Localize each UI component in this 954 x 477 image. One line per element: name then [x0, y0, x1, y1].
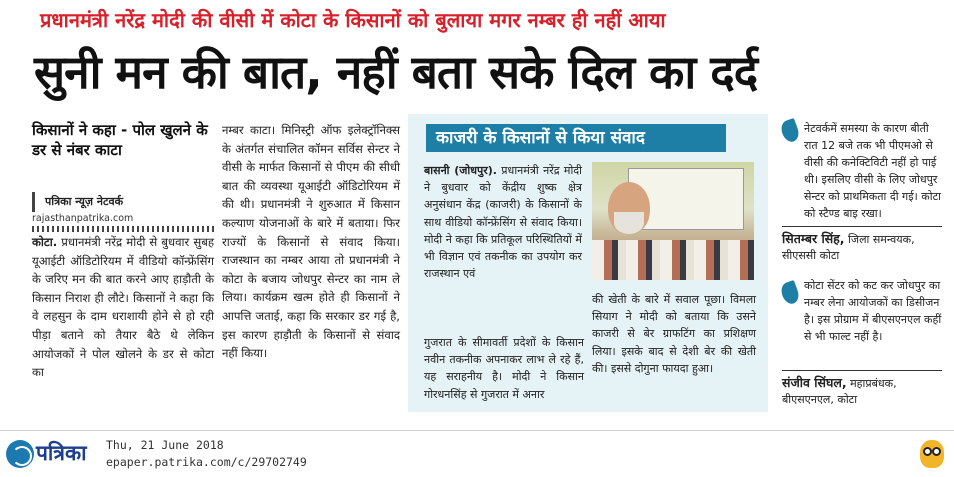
quote-2-signature — [782, 375, 944, 408]
quote-2-role: महाप्रबंधक, बीएसएनएल, कोटा — [782, 377, 897, 406]
site-credit: rajasthanpatrika.com — [32, 213, 134, 224]
patrika-logo-icon[interactable] — [6, 440, 34, 468]
quote-mark-icon — [779, 118, 802, 144]
divider-stripe — [32, 226, 214, 232]
pm-videoconference-photo — [592, 162, 754, 280]
quote-1-text: नेटवर्कमें समस्या के कारण बीती रात 12 बजे तक भी पीएमओ से वीसी की कनेक्टिविटी नहीं हो पाई थी। इसलिए वीसी के लिए जोधपुर सेन्टर को प्राथमिकता दी गई। कोटा को स्टैण्ड बाइ रखा। — [804, 122, 941, 220]
owl-icon[interactable] — [918, 438, 946, 470]
quote-1-signature — [782, 231, 944, 264]
quote-1-role: जिला समन्वयक, सीएससी कोटा — [782, 233, 915, 262]
edition-date: Thu, 21 June 2018 — [106, 438, 224, 452]
quote-2-divider — [782, 370, 942, 371]
owl-eye-left — [923, 447, 932, 456]
main-headline: सुनी मन की बात, नहीं बता सके दिल का दर्द — [34, 45, 758, 99]
photo-audience — [592, 240, 754, 280]
quote-1-name: सितम्बर सिंह, — [782, 231, 845, 246]
footer-divider — [0, 430, 954, 431]
panel-text-3: की खेती के बारे में सवाल पूछा। विमला सियाग ने मोदी को बताया कि उसने काजरी से बेर ग्राफटिंग का प्रशिक्षण लिया। इसके बाद से देशी बेर की खेती की। इससे दोगुना फायदा हुआ। — [592, 293, 756, 375]
panel-text-1 — [424, 162, 582, 282]
kicker-headline: प्रधानमंत्री नरेंद्र मोदी की वीसी में कोटा के किसानों को बुलाया मगर नम्बर ही नहीं आया — [40, 8, 666, 32]
quote-mark-icon — [779, 280, 802, 306]
byline: पत्रिका न्यूज़ नेटवर्क — [32, 192, 214, 212]
column-1-text: प्रधानमंत्री नरेंद्र मोदी से बुधवार सुबह यूआईटी ऑडिटोरियम में वीडियो कॉन्फ्रेंसिंग के जरिए मन की बात करने आए हाड़ौती के किसान निराश ही लौटे। किसानों ने कहा कि वे लहसुन के दाम धराशायी होने से हो रही पीड़ा बताने को तैयार बैठे थे लेकिन आयोजकों ने पोल खोलने के डर से कोटा का — [32, 235, 214, 380]
column-2-text: नम्बर काटा। मिनिस्ट्री ऑफ इलेक्ट्रॉनिक्स के अंतर्गत संचालित कॉमन सर्विस सेन्टर ने वीसी के मार्फत किसानों से पीएम की सीधी बात की व्यवस्था यूआईटी ऑडिटोरियम में की थी। प्रधानमंत्री ने शुरुआत में किसान कल्याण योजनाओं के बारे में बताया। फिर राज्यों के किसानों से संवाद किया। राजस्थान का नम्बर आया तो प्रधानमंत्री ने कोटा के बजाय जोधपुर सेन्टर का नाम ले लिया। कार्यक्रम खत्म होते ही किसानों ने आपत्ति जताई, कहा कि सरकार डर गई है, इस कारण हाड़ौती के किसानों से संवाद नहीं किया। — [222, 123, 400, 361]
quote-2-text: कोटा सेंटर को कट कर जोधपुर का नम्बर लेना आयोजकों का डिसीजन है। इस प्रोग्राम में बीएसएनएल कहीं से भी फाल्ट नहीं है। — [804, 279, 942, 343]
owl-eye-right — [932, 447, 941, 456]
photo-beard — [614, 212, 644, 234]
epaper-link[interactable]: epaper.patrika.com/c/29702749 — [106, 455, 307, 469]
dateline-kota: कोटा. — [32, 235, 58, 249]
story-subhead: किसानों ने कहा - पोल खुलने के डर से नंबर काटा — [32, 121, 208, 159]
quote-2-name: संजीव सिंघल, — [782, 375, 847, 390]
patrika-logo-text[interactable]: पत्रिका — [36, 441, 87, 465]
panel-text-1-body: प्रधानमंत्री नरेंद्र मोदी ने बुधवार को केंद्रीय शुष्क क्षेत्र अनुसंधान केंद्र (काजरी) के किसानों के साथ वीडियो कॉन्फ्रेंसिंग से संवाद किया। मोदी ने कहा कि प्रतिकूल परिस्थितियों में भी विज्ञान एवं तकनीक का उपयोग कर राजस्थान एवं — [424, 164, 583, 281]
story-column-1 — [32, 233, 214, 382]
panel-heading: काजरी के किसानों से किया संवाद — [426, 124, 726, 152]
panel-text-2: गुजरात के सीमावर्ती प्रदेशों के किसान नवीन तकनीक अपनाकर लाभ ले रहे हैं, यह सराहनीय है। मोदी ने किसान गोरधनसिंह से गुजरात में अनार — [424, 336, 584, 401]
panel-dateline: बासनी (जोधपुर). — [424, 164, 497, 177]
quote-1-divider — [782, 226, 942, 227]
story-column-2 — [222, 121, 400, 363]
